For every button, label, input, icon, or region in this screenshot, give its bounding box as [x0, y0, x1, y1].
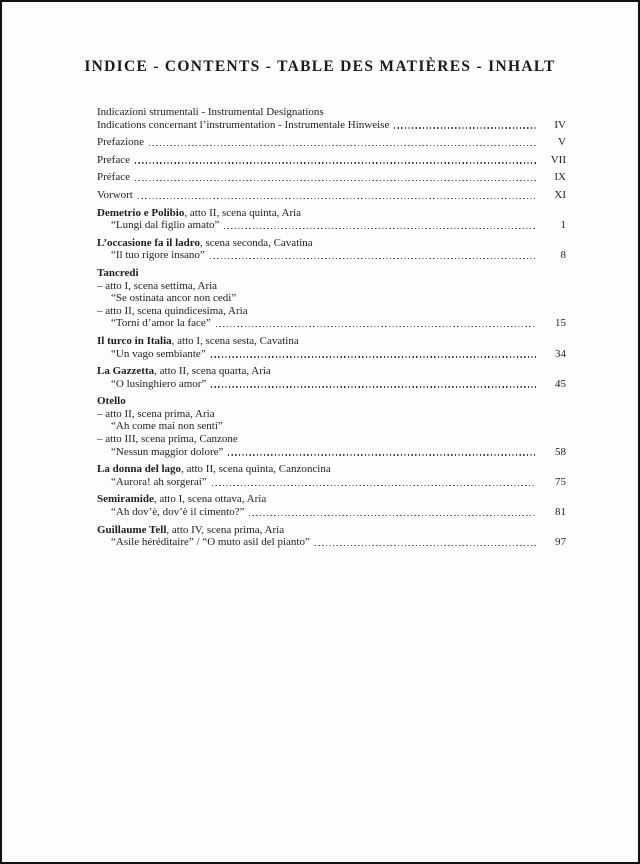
toc-line [97, 219, 566, 232]
toc-line [97, 154, 566, 167]
work-detail: Indicazioni strumentali - Instrumental Designations [97, 106, 324, 118]
toc-line-text [97, 267, 139, 280]
toc-line-text [97, 433, 238, 446]
toc-line-text [97, 189, 133, 202]
work-detail: , atto IV, scena prima, Aria [166, 523, 285, 536]
page-number: IX [554, 171, 566, 184]
work-detail: Prefazione [97, 136, 145, 149]
page-number: 1 [560, 219, 566, 232]
dotted-leader [138, 198, 536, 199]
work-detail: – atto I, scena settima, Aria [97, 279, 218, 292]
toc-line [97, 136, 566, 149]
toc-line-text [97, 493, 266, 506]
toc-entry [97, 524, 566, 549]
work-detail: , atto II, scena quinta, Aria [184, 206, 302, 219]
dotted-leader [211, 356, 536, 357]
dotted-leader [394, 127, 536, 128]
work-title: Il turco in Italia [97, 334, 172, 347]
toc-entry [97, 493, 566, 518]
toc-entry [97, 395, 566, 458]
work-detail: Vorwort [97, 188, 133, 201]
work-detail: “Un vago sembiante” [111, 347, 206, 360]
dotted-leader [135, 180, 536, 181]
toc-list [97, 106, 566, 549]
toc-line [97, 207, 566, 220]
page-number: 81 [555, 506, 566, 519]
toc-line-text [97, 446, 223, 459]
toc-entry [97, 154, 566, 167]
toc-line [97, 106, 566, 119]
toc-line-text [97, 219, 219, 232]
work-title: Otello [97, 395, 126, 408]
toc-entry [97, 267, 566, 330]
toc-line [97, 365, 566, 378]
toc-entry [97, 365, 566, 390]
toc-line-text [97, 536, 310, 549]
work-detail: “Nessun maggior dolore” [111, 445, 224, 458]
toc-entry [97, 106, 566, 131]
toc-line [97, 335, 566, 348]
page-title: INDICE - CONTENTS - TABLE DES MATIÈRES - INHALT [84, 58, 556, 75]
toc-line [97, 493, 566, 506]
toc-line [97, 536, 566, 549]
toc-line-text [97, 305, 248, 318]
work-title: La Gazzetta [97, 365, 155, 378]
dotted-leader [315, 545, 536, 546]
toc-line [97, 446, 566, 459]
work-title: La donna del lago [97, 463, 182, 476]
page-number: 15 [555, 317, 566, 330]
work-detail: , atto II, scena quinta, Canzoncina [181, 463, 331, 476]
page-number: 97 [555, 536, 566, 549]
work-detail: “Il tuo rigore insano” [111, 249, 205, 262]
page-number: 34 [555, 347, 566, 360]
toc-line-text [97, 136, 144, 149]
toc-entry [97, 463, 566, 488]
work-detail: , atto I, scena ottava, Aria [153, 493, 267, 506]
toc-line-text [97, 106, 324, 119]
toc-entry [97, 189, 566, 202]
work-detail: , atto I, scena sesta, Cavatina [171, 334, 299, 347]
toc-line [97, 506, 566, 519]
work-title: L’occasione fa il ladro [97, 236, 200, 249]
toc-entry [97, 171, 566, 184]
toc-line-text [97, 207, 301, 220]
toc-line [97, 119, 566, 132]
dotted-leader [216, 326, 536, 327]
toc-line-text [97, 280, 217, 293]
toc-line [97, 305, 566, 318]
page-number: XI [554, 188, 566, 201]
toc-line [97, 395, 566, 408]
work-detail: – atto II, scena quindicesima, Aria [97, 304, 248, 317]
toc-line-text [97, 420, 223, 433]
toc-line-text [97, 395, 126, 408]
work-detail: Indications concernant l’instrumentation - Instrumentale Hinweise [97, 118, 390, 131]
toc-line-text [97, 408, 215, 421]
toc-line [97, 171, 566, 184]
page-number: 45 [555, 377, 566, 390]
toc-line [97, 463, 566, 476]
toc-line-text [97, 476, 207, 489]
work-detail: “Se ostinata ancor non cedi” [111, 292, 237, 305]
toc-entry [97, 136, 566, 149]
page-number: IV [554, 118, 566, 131]
page-number: V [558, 136, 566, 149]
work-detail: Préface [97, 171, 130, 184]
toc-line [97, 420, 566, 433]
toc-line-text [97, 292, 236, 305]
toc-line-text [97, 154, 130, 167]
toc-line [97, 433, 566, 446]
toc-line-text [97, 119, 389, 132]
work-detail: “Ah come mai non senti” [111, 420, 223, 433]
toc-line [97, 317, 566, 330]
work-detail: “Aurora! ah sorgerai” [111, 475, 207, 488]
toc-entry [97, 237, 566, 262]
toc-line [97, 267, 566, 280]
toc-line-text [97, 237, 313, 250]
toc-line-text [97, 317, 211, 330]
work-detail: , atto II, scena quarta, Aria [154, 365, 271, 378]
work-detail: – atto II, scena prima, Aria [97, 407, 215, 420]
toc-line [97, 348, 566, 361]
dotted-leader [228, 454, 536, 455]
work-detail: “O lusinghiero amor” [111, 377, 207, 390]
dotted-leader [135, 162, 536, 163]
work-title: Tancredi [97, 266, 139, 279]
toc-line-text [97, 348, 206, 361]
work-detail: “Lungi dal figlio amato” [111, 219, 220, 232]
work-detail: , scena seconda, Cavatina [199, 236, 313, 249]
dotted-leader [210, 258, 536, 259]
toc-line-text [97, 335, 299, 348]
page-number: 58 [555, 445, 566, 458]
work-title: Demetrio e Polibio [97, 206, 185, 219]
toc-line [97, 476, 566, 489]
toc-line [97, 189, 566, 202]
toc-line [97, 237, 566, 250]
dotted-leader [149, 145, 536, 146]
dotted-leader [249, 515, 536, 516]
work-title: Semiramide [97, 493, 154, 506]
toc-line [97, 249, 566, 262]
toc-line-text [97, 171, 130, 184]
toc-line [97, 378, 566, 391]
dotted-leader [211, 386, 536, 387]
work-title: Guillaume Tell [97, 523, 167, 536]
toc-line-text [97, 463, 331, 476]
toc-line-text [97, 378, 206, 391]
toc-line [97, 280, 566, 293]
work-detail: Preface [97, 153, 130, 166]
toc-line-text [97, 249, 205, 262]
work-detail: “Ah dov’è, dov’è il cimento?” [111, 506, 245, 519]
toc-line-text [97, 365, 271, 378]
toc-line [97, 408, 566, 421]
toc-line-text [97, 506, 244, 519]
page-number: 8 [560, 249, 566, 262]
work-detail: “Torni d’amor la face” [111, 317, 211, 330]
work-detail: – atto III, scena prima, Canzone [97, 433, 238, 446]
toc-line [97, 524, 566, 537]
page-number: VII [550, 153, 566, 166]
dotted-leader [212, 485, 536, 486]
toc-entry [97, 335, 566, 360]
toc-line-text [97, 524, 284, 537]
toc-line [97, 292, 566, 305]
toc-entry [97, 207, 566, 232]
dotted-leader [224, 228, 536, 229]
work-detail: “Asile héréditaire” / “O muto asil del pianto” [111, 536, 310, 549]
page-number: 75 [555, 475, 566, 488]
